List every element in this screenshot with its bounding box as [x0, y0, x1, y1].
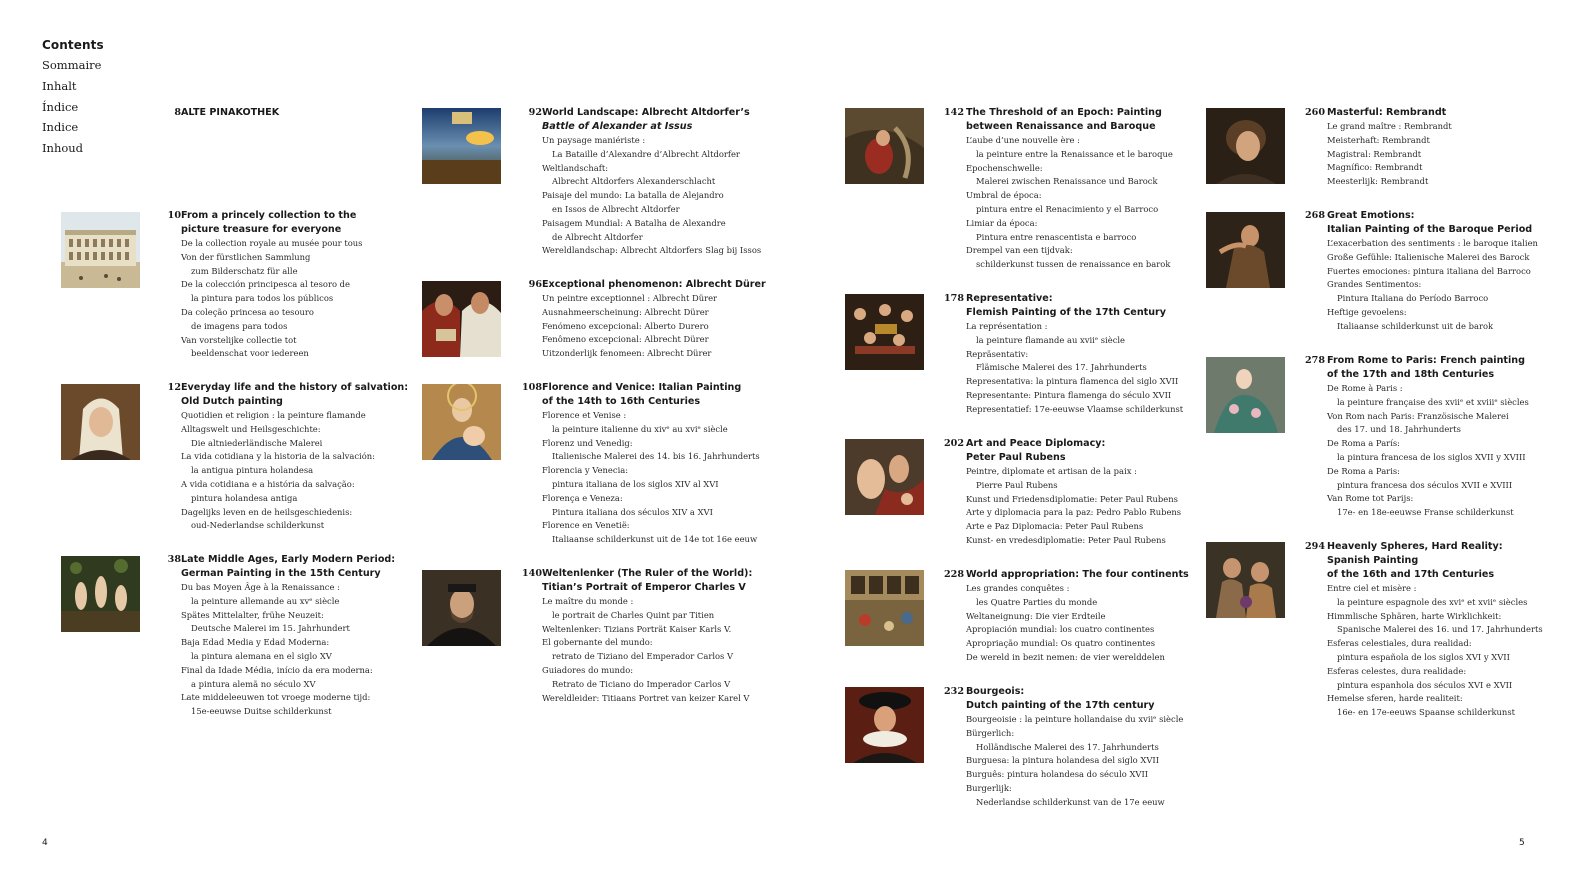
- entry-subtitle: la pintura alemana en el siglo XV: [191, 650, 332, 661]
- entry-subtitle: Paisaje del mundo: La batalla de Alejandro: [542, 190, 724, 201]
- entry-subtitle: Meisterhaft: Rembrandt: [1327, 134, 1430, 145]
- entry-subtitle: Le grand maître : Rembrandt: [1327, 121, 1452, 131]
- entry-subtitle: en Issos de Albrecht Altdorfer: [552, 203, 680, 214]
- entry-subtitle: Uitzonderlijk fenomeen: Albrecht Dürer: [542, 348, 712, 359]
- entry-page-number: 96: [528, 279, 542, 290]
- entry-subtitle: Drempel van een tijdvak:: [966, 245, 1073, 256]
- entry-subtitle: Himmlische Sphären, harte Wirklichkeit:: [1327, 610, 1502, 621]
- thumbnail-museum-building: [61, 212, 140, 288]
- entry-subtitle: Die altniederländische Malerei: [191, 437, 323, 448]
- entry-subtitle: Van vorstelijke collectie tot: [181, 334, 297, 345]
- entry-page-number: 38: [167, 554, 181, 565]
- entry-subtitle: schilderkunst tussen de renaissance en barok: [976, 259, 1171, 270]
- entry-subtitle: Epochenschwelle:: [966, 162, 1043, 173]
- entry-subtitle: Limiar da época:: [966, 217, 1038, 228]
- entry-title: From Rome to Paris: French painting of the 17th and 18th Centuries: [1327, 355, 1525, 380]
- entry-subtitle: Florenz und Venedig:: [542, 437, 633, 448]
- entry-page-number: 232: [943, 686, 964, 697]
- thumbnail-rembrandt: [1206, 108, 1285, 184]
- entry-subtitle: Guiadores do mundo:: [542, 664, 634, 675]
- entry-subtitle: Paisagem Mundial: A Batalha de Alexandre: [542, 217, 726, 228]
- entry-subtitle: De Rome à Paris :: [1327, 383, 1403, 393]
- entry-title: Art and Peace Diplomacy: Peter Paul Rubens: [966, 438, 1106, 463]
- entry-subtitle: pintura espanhola dos séculos XVI e XVII: [1337, 679, 1513, 690]
- entry-title: The Threshold of an Epoch: Painting between Renaissance and Baroque: [966, 107, 1162, 132]
- entry-subtitle: Da coleção princesa ao tesouro: [181, 306, 314, 317]
- entry-subtitle: pintura española de los siglos XVI y XVII: [1337, 651, 1510, 662]
- entry-subtitle: Fenómeno excepcional: Alberto Durero: [542, 320, 709, 331]
- entry-subtitle: Große Gefühle: Italienische Malerei des Barock: [1327, 251, 1530, 262]
- entry-subtitle: zum Bilderschatz für alle: [191, 265, 298, 276]
- entry-subtitle: retrato de Tiziano del Emperador Carlos V: [552, 651, 734, 662]
- entry-subtitle: De la collection royale au musée pour tous: [181, 238, 363, 248]
- entry-subtitle: Un paysage maniériste :: [542, 135, 646, 145]
- entry-title: From a princely collection to the picture treasure for everyone: [181, 210, 357, 235]
- thumbnail-dutch-bourgeois: [845, 687, 924, 763]
- entry-subtitle: 16e- en 17e-eeuws Spaanse schilderkunst: [1337, 707, 1515, 718]
- entry-subtitle: Alltagswelt und Heilsgeschichte:: [181, 423, 321, 434]
- entry-subtitle: Wereldleider: Titiaans Portret van keizer Karel V: [542, 692, 750, 703]
- entry-title: Late Middle Ages, Early Modern Period: German Painting in the 15th Century: [181, 554, 396, 579]
- entry-subtitle: Florencia y Venecia:: [542, 465, 629, 476]
- thumbnail-spanish-boys: [1206, 542, 1285, 618]
- thumbnail-threshold-painting: [845, 108, 924, 184]
- entry-page-number: 268: [1304, 210, 1325, 221]
- entry-subtitle: Malerei zwischen Renaissance und Barock: [976, 176, 1158, 187]
- entry-subtitle: Kunst- en vredesdiplomatie: Peter Paul Rubens: [966, 534, 1166, 545]
- entry-subtitle: Burgerlijk:: [966, 782, 1012, 793]
- entry-subtitle: oud-Nederlandse schilderkunst: [191, 520, 325, 531]
- entry-subtitle: Italienische Malerei des 14. bis 16. Jahrhunderts: [552, 451, 760, 462]
- entry-subtitle: Du bas Moyen Âge à la Renaissance :: [181, 582, 340, 592]
- entry-subtitle: Italiaanse schilderkunst uit de 14e tot 16e eeuw: [552, 534, 758, 545]
- entry-subtitle: Un peintre exceptionnel : Albrecht Dürer: [542, 293, 718, 303]
- entry-subtitle: Albrecht Altdorfers Alexanderschlacht: [552, 176, 716, 187]
- entry-subtitle: Van Rome tot Parijs:: [1327, 493, 1414, 504]
- entry-subtitle: Weltaneignung: Die vier Erdteile: [966, 610, 1106, 621]
- entry-title: Florence and Venice: Italian Painting of the 14th to 16th Centuries: [542, 382, 742, 407]
- entry-subtitle: pintura entre el Renacimiento y el Barroco: [976, 203, 1159, 214]
- entry-subtitle: Grandes Sentimentos:: [1327, 279, 1422, 290]
- entry-subtitle: Esferas celestes, dura realidade:: [1327, 665, 1467, 676]
- entry-subtitle: Deutsche Malerei im 15. Jahrhundert: [191, 623, 350, 634]
- entry-subtitle: Italiaanse schilderkunst uit de barok: [1337, 320, 1494, 331]
- thumbnail-baroque-emotion: [1206, 212, 1285, 288]
- entry-subtitle: la peinture italienne du xivᵉ au xviᵉ siècle: [552, 423, 728, 434]
- entry-subtitle: Les grandes conquêtes :: [966, 583, 1070, 593]
- entry-subtitle: pintura francesa dos séculos XVII e XVIII: [1337, 479, 1513, 490]
- page-number-right: 5: [1519, 838, 1525, 848]
- entry-subtitle: Spanische Malerei des 16. und 17. Jahrhunderts: [1337, 624, 1543, 635]
- entry-subtitle: des 17. und 18. Jahrhunderts: [1337, 424, 1461, 435]
- entry-subtitle: beeldenschat voor iedereen: [191, 348, 309, 359]
- entry-subtitle: Retrato de Ticiano do Imperador Carlos V: [552, 678, 731, 689]
- entry-subtitle: De Roma a París:: [1327, 438, 1400, 449]
- entry-subtitle: Von der fürstlichen Sammlung: [181, 251, 311, 262]
- entry-page-number: 92: [528, 107, 542, 118]
- entry-subtitle: Late middeleeuwen tot vroege moderne tijd:: [181, 692, 371, 703]
- entry-subtitle: Representante: Pintura flamenga do século XVII: [966, 389, 1172, 400]
- entry-subtitle: Von Rom nach Paris: Französische Malerei: [1327, 410, 1509, 421]
- thumbnail-rubens-peace: [845, 439, 924, 515]
- entry-page-number: 178: [943, 293, 964, 304]
- entry-subtitle: la peinture entre la Renaissance et le baroque: [976, 148, 1173, 159]
- entry-title: World Landscape: Albrecht Altdorfer’s: [542, 107, 750, 118]
- entry-subtitle: Repräsentativ:: [966, 348, 1029, 359]
- contents-title-fr: Sommaire: [42, 58, 102, 72]
- entry-subtitle: Weltenlenker: Tizians Porträt Kaiser Karls V.: [542, 623, 732, 634]
- entry-subtitle: Umbral de época:: [966, 190, 1042, 201]
- entry-subtitle: Wereldlandschap: Albrecht Altdorfers Slag bij Issos: [542, 245, 762, 256]
- entry-subtitle: Apropiación mundial: los cuatro continentes: [966, 624, 1155, 635]
- entry-subtitle: Florence et Venise :: [542, 410, 627, 420]
- entry-subtitle: Entre ciel et misère :: [1327, 583, 1417, 593]
- thumbnail-madonna-child: [422, 384, 501, 460]
- entry-title: Heavenly Spheres, Hard Reality: Spanish Painting of the 16th and 17th Centuries: [1327, 541, 1503, 580]
- entry-subtitle: Florence en Venetië:: [542, 520, 630, 531]
- entry-subtitle: La vida cotidiana y la historia de la salvación:: [181, 451, 375, 462]
- entry-subtitle: 17e- en 18e-eeuwse Franse schilderkunst: [1337, 507, 1514, 518]
- entry-page-number: 108: [521, 382, 542, 393]
- entry-title: Everyday life and the history of salvation: Old Dutch painting: [181, 382, 409, 407]
- entry-subtitle: 15e-eeuwse Duitse schilderkunst: [191, 706, 332, 717]
- entry-title: ALTE PINAKOTHEK: [181, 107, 280, 118]
- thumbnail-charles-v: [422, 570, 501, 646]
- entry-subtitle: Fuertes emociones: pintura italiana del Barroco: [1327, 265, 1531, 276]
- entry-subtitle: Burguesa: la pintura holandesa del siglo XVII: [966, 755, 1160, 766]
- entry-subtitle: Pintura italiana dos séculos XIV a XVI: [552, 506, 713, 517]
- entry-subtitle: pintura italiana de los siglos XIV al XVI: [552, 478, 719, 489]
- entry-subtitle: La représentation :: [966, 321, 1048, 331]
- entry-subtitle: de Albrecht Altdorfer: [552, 231, 643, 242]
- entry-subtitle: la pintura para todos los públicos: [191, 293, 334, 304]
- contents-title: Contents: [42, 38, 104, 52]
- thumbnail-portrait-woman-headdress: [61, 384, 140, 460]
- entry-subtitle: la peinture française des xviiᵉ et xviiiᵉ siècles: [1337, 396, 1529, 407]
- entry-subtitle: Hemelse sferen, harde realiteit:: [1327, 693, 1463, 704]
- entry-subtitle: Florença e Veneza:: [542, 492, 623, 503]
- thumbnail-four-continents: [845, 570, 924, 646]
- entry-subtitle: Heftige gevoelens:: [1327, 306, 1407, 317]
- entry-page-number: 140: [521, 568, 542, 579]
- entry-subtitle: la pintura francesa de los siglos XVII y XVIII: [1337, 451, 1526, 462]
- entry-title: Representative: Flemish Painting of the 17th Century: [966, 293, 1167, 318]
- entry-subtitle: les Quatre Parties du monde: [976, 596, 1098, 607]
- entry-title: Great Emotions: Italian Painting of the Baroque Period: [1327, 210, 1533, 235]
- thumbnail-figures-garden: [61, 556, 140, 632]
- entry-subtitle: Meesterlijk: Rembrandt: [1327, 176, 1429, 187]
- entry-subtitle: la peinture espagnole des xviᵉ et xviiᵉ siècles: [1337, 596, 1528, 607]
- entry-subtitle: A vida cotidiana e a história da salvação:: [181, 478, 355, 489]
- entry-subtitle: Arte e Paz Diplomacia: Peter Paul Rubens: [966, 521, 1144, 532]
- entry-page-number: 294: [1304, 541, 1325, 552]
- entry-subtitle: L’exacerbation des sentiments : le baroque italien: [1327, 238, 1538, 248]
- entry-page-number: 202: [943, 438, 964, 449]
- thumbnail-flemish-feast: [845, 294, 924, 370]
- entry-subtitle: El gobernante del mundo:: [542, 637, 653, 648]
- entry-page-number: 142: [943, 107, 964, 118]
- entry-title: Weltenlenker (The Ruler of the World): Titian’s Portrait of Emperor Charles V: [542, 568, 753, 593]
- entry-page-number: 228: [943, 569, 964, 580]
- entry-subtitle: Peintre, diplomate et artisan de la paix :: [966, 466, 1137, 476]
- entry-title: World appropriation: The four continents: [966, 569, 1189, 580]
- entry-subtitle: Esferas celestiales, dura realidad:: [1327, 638, 1472, 649]
- entry-subtitle: Quotidien et religion : la peinture flamande: [181, 410, 366, 420]
- entry-subtitle: Fenômeno excepcional: Albrecht Dürer: [542, 334, 709, 345]
- entry-subtitle: Bourgeoisie : la peinture hollandaise du xviiᵉ siècle: [966, 714, 1184, 724]
- entry-page-number: 278: [1304, 355, 1325, 366]
- entry-subtitle: Representatief: 17e-eeuwse Vlaamse schilderkunst: [966, 403, 1184, 414]
- entry-title: Bourgeois: Dutch painting of the 17th century: [966, 686, 1155, 711]
- entry-subtitle: Arte y diplomacia para la paz: Pedro Pablo Rubens: [966, 507, 1182, 518]
- thumbnail-madame-pompadour: [1206, 357, 1285, 433]
- entry-subtitle: de imagens para todos: [191, 320, 288, 331]
- entry-subtitle: la antigua pintura holandesa: [191, 465, 314, 476]
- entry-subtitle: Holländische Malerei des 17. Jahrhunderts: [976, 741, 1159, 752]
- entry-subtitle: Final da Idade Média, início da era moderna:: [181, 664, 373, 675]
- entry-subtitle: Burguês: pintura holandesa do século XVII: [966, 769, 1149, 780]
- entry-subtitle: Pierre Paul Rubens: [976, 479, 1058, 490]
- page-number-left: 4: [42, 838, 48, 848]
- contents-title-es: Índice: [42, 99, 79, 114]
- entry-subtitle: De la colección principesca al tesoro de: [181, 279, 350, 290]
- entry-page-number: 10: [167, 210, 181, 221]
- entry-title: Masterful: Rembrandt: [1327, 107, 1447, 118]
- entry-subtitle: L’aube d’une nouvelle ère :: [966, 135, 1080, 145]
- entry-subtitle: Weltlandschaft:: [542, 162, 609, 173]
- entry-page-number: 8: [174, 107, 181, 118]
- entry-subtitle: Spätes Mittelalter, frühe Neuzeit:: [181, 609, 324, 620]
- contents-title-de: Inhalt: [42, 78, 77, 93]
- entry-subtitle: Representativa: la pintura flamenca del siglo XVII: [966, 376, 1179, 387]
- contents-header: [42, 35, 104, 159]
- entry-subtitle: Nederlandse schilderkunst van de 17e eeuw: [976, 796, 1165, 807]
- entry-subtitle: Flämische Malerei des 17. Jahrhunderts: [976, 362, 1147, 373]
- entry-title: Exceptional phenomenon: Albrecht Dürer: [542, 279, 766, 290]
- entry-subtitle: Pintura entre renascentista e barroco: [976, 231, 1137, 242]
- entry-subtitle: Baja Edad Media y Edad Moderna:: [181, 637, 330, 648]
- entry-subtitle: le portrait de Charles Quint par Titien: [552, 609, 715, 620]
- contents-title-pt: Indice: [42, 120, 79, 135]
- entry-subtitle: pintura holandesa antiga: [191, 492, 298, 503]
- entry-subtitle: Apropriação mundial: Os quatro continentes: [966, 638, 1155, 649]
- entry-page-number: 260: [1304, 107, 1325, 118]
- entry-subtitle: De Roma a Paris:: [1327, 465, 1400, 476]
- entry-subtitle: Kunst und Friedensdiplomatie: Peter Paul Rubens: [966, 493, 1178, 504]
- entry-subtitle: De wereld in bezit nemen: de vier werelddelen: [966, 651, 1165, 662]
- thumbnail-battle-alexander: [422, 108, 501, 184]
- entry-page-number: 12: [167, 382, 181, 393]
- entry-subtitle: La Bataille d’Alexandre d’Albrecht Altdorfer: [552, 148, 740, 159]
- entry-subtitle: a pintura alemã no século XV: [191, 678, 316, 689]
- entry-subtitle: la peinture flamande au xviiᵉ siècle: [976, 334, 1126, 345]
- entry-subtitle: Ausnahmeerscheinung: Albrecht Dürer: [542, 306, 709, 317]
- entry-subtitle: Le maître du monde :: [542, 596, 634, 606]
- entry-subtitle: Bürgerlich:: [966, 727, 1015, 738]
- contents-title-nl: Inhoud: [42, 141, 84, 156]
- entry-title-italic: Battle of Alexander at Issus: [542, 121, 693, 132]
- entry-subtitle: la peinture allemande au xvᵉ siècle: [191, 595, 340, 606]
- thumbnail-durer-apostles: [422, 281, 501, 357]
- entry-subtitle: Magistral: Rembrandt: [1327, 148, 1422, 159]
- entry-subtitle: Magnífico: Rembrandt: [1327, 162, 1423, 173]
- entry-subtitle: Dagelijks leven en de heilsgeschiedenis:: [181, 506, 353, 517]
- entry-subtitle: Pintura Italiana do Período Barroco: [1337, 293, 1489, 304]
